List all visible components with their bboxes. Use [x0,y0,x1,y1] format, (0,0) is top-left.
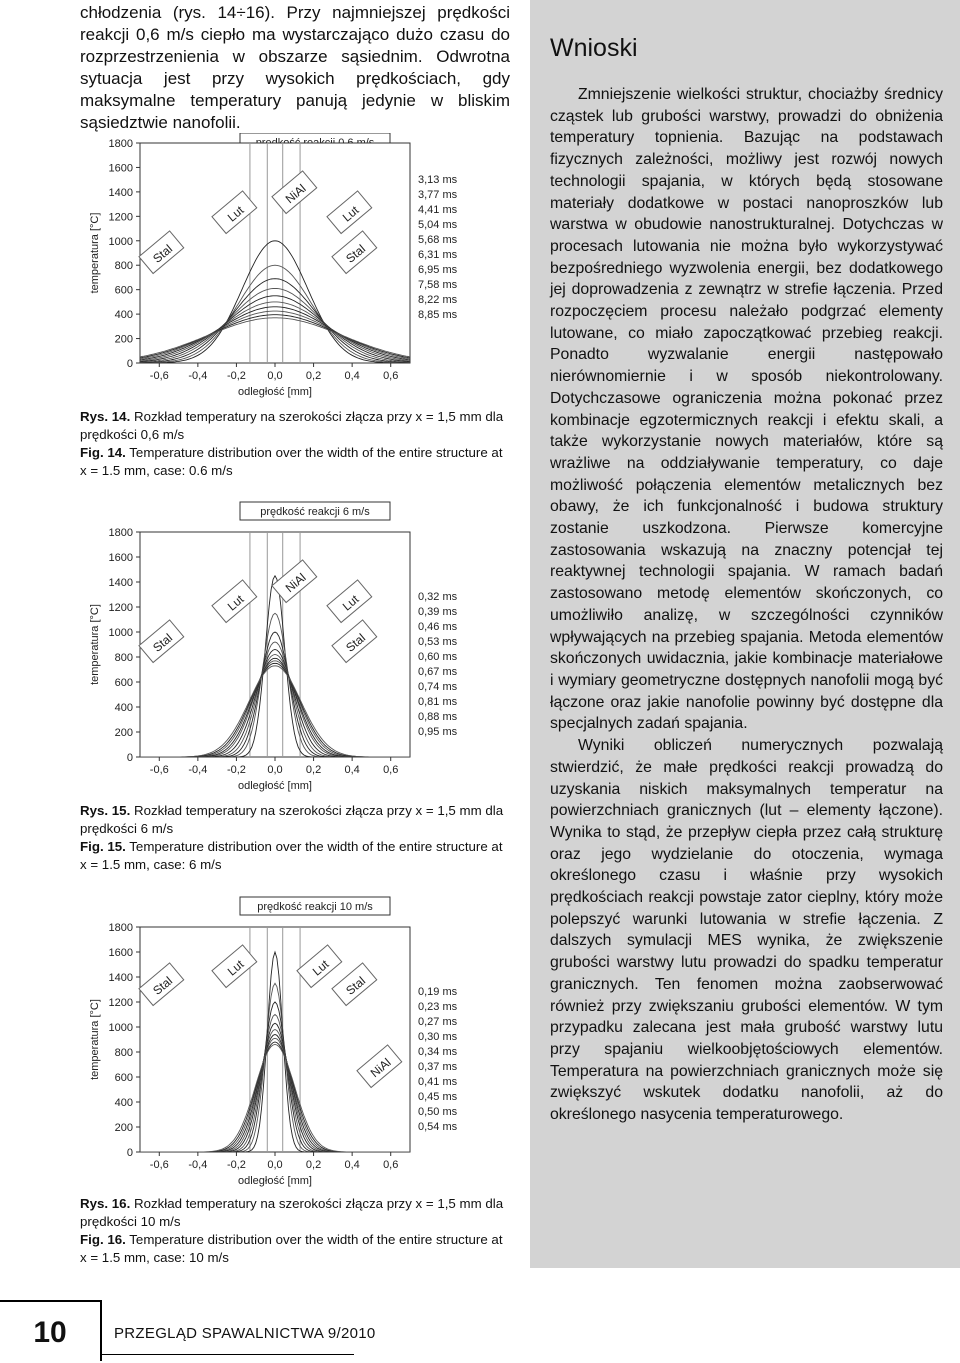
region-label-text: Stal [150,630,176,655]
y-tick-label: 1400 [108,577,133,589]
footer-rule [102,1354,354,1355]
x-tick-label: 0,6 [383,764,399,776]
legend-label: 0,95 ms [418,726,458,738]
legend-label: 0,32 ms [418,591,458,603]
figure-16 [80,892,510,1192]
x-tick-label: -0,2 [226,764,246,776]
region-label-text: Lut [339,592,362,614]
x-tick-label: -0,6 [149,370,169,382]
figure-15 [80,497,510,797]
conclusions-box [530,0,960,1268]
y-tick-label: 1400 [108,972,133,984]
page-number: 10 [0,1300,102,1361]
x-tick-label: 0,0 [267,370,283,382]
y-tick-label: 1200 [108,997,133,1009]
legend-label: 0,74 ms [418,681,458,693]
chart-title: prędkość reakcji 6 m/s [260,506,370,518]
caption-text-en: Temperature distribution over the width of the entire structure at x = 1.5 mm, case: 10 m/s [80,1232,503,1265]
legend-label: 3,13 ms [418,174,458,186]
y-tick-label: 1600 [108,162,133,175]
caption-text-pl: Rozkład temperatury na szerokości złącza przy x = 1,5 mm dla prędkości 6 m/s [80,803,504,836]
region-label-text: NiAl [367,1055,394,1081]
caption-14 [80,408,510,480]
caption-text-en: Temperature distribution over the width of the entire structure at x = 1.5 mm, case: 0.6 m/s [80,445,503,478]
y-tick-label: 800 [114,1047,133,1059]
legend-label: 0,67 ms [418,666,458,678]
y-tick-label: 0 [126,752,133,764]
x-axis-label: odległość [mm] [238,1175,312,1187]
y-tick-label: 1800 [108,527,133,539]
conclusions-heading: Wnioski [550,34,638,62]
page-footer [0,1300,960,1361]
y-tick-label: 1200 [108,211,133,224]
y-tick-label: 1600 [108,552,133,564]
y-tick-label: 400 [114,702,133,714]
chart-14 [80,133,510,403]
x-axis-label: odległość [mm] [238,780,312,792]
y-tick-label: 1000 [108,235,133,248]
legend-label: 0,19 ms [418,986,458,998]
journal-title: PRZEGLĄD SPAWALNICTWA 9/2010 [114,1325,376,1342]
y-tick-label: 1600 [108,947,133,959]
intro-paragraph: chłodzenia (rys. 14÷16). Przy najmniejszej prędkości reakcji 0,6 m/s ciepło ma wystarczająco dużo czasu do rozprzestrzenienia w obszarze sąsiednim. Odwrotna sytuacja jest przy wysokich prędkościach, gdy maksymalne temperatury panują jedynie w bliskim sąsiedztwie nanofolii. [80,3,510,132]
y-tick-label: 0 [126,1147,133,1159]
conclusions-paragraph: Zmniejszenie wielkości struktur, chociażby średnicy cząstek lub grubości warstwy, prowadzi do obniżenia temperatury topnienia. Bazując na podstawach fizycznych zależności, możliwy jest rozwój nowych technologii spajania, w których będą stosowane materiały dodatkowe w postaci nanoproszków lub warstwa w obudowie nanostrukturalnej. Dotychczas w procesach lutowania nie można było wykorzystywać bezpośredniego wyzwolenia energii, bez dodatkowego jej doprowadzenia z zewnątrz w strefie łączenia. Przed rozpoczęciem procesu należało podgrzać elementy lutowane, co miało zapoczątkować przebieg reakcji. Ponadto wyzwalanie energii następowało nierównomiernie i w sposób niekontrolowany. Dotychczasowe ograniczenia można pokonać przez kombinacje egzotermicznych reakcji i efektu skali, a także wykorzystanie nowych materiałów, które są wrażliwe na oddziaływanie temperatury, co daje możliwość połączenia elementów metalicznych bez obawy, że ich funkcjonalność i budowa struktury zostanie uszkodzona. Pierwsze komercyjne zastosowania wskazują na znaczny potencjał tej reaktywnej technologii spajania. W ramach badań zastosowano metodę elementów skończonych, co umożliwiło analizę, w szczególności czynników wpływających na przebieg spajania. Metoda elementów skończonych uwidacznia, jakie kombinacje materiałowe i wymiary geometryczne dostępnych nanofolii mogą być łączone oraz jakie nanofolie powinny być dostępne dla specjalnych zadań spajania. [550,86,943,733]
region-label-text: NiAl [282,181,309,207]
legend-label: 8,85 ms [418,309,458,321]
y-tick-label: 800 [114,652,133,664]
legend-label: 0,37 ms [418,1061,458,1073]
y-axis-label: temperatura [°C] [89,999,101,1080]
x-tick-label: -0,4 [188,764,208,776]
y-tick-label: 200 [114,333,133,346]
plot-frame [140,532,410,757]
y-tick-label: 200 [114,727,133,739]
chart-15 [80,497,510,797]
caption-16 [80,1195,510,1267]
x-tick-label: 0,2 [305,370,322,382]
caption-label: Rys. 14. [80,409,131,424]
x-tick-label: -0,6 [149,764,169,776]
legend-label: 6,95 ms [418,264,458,276]
legend-label: 0,50 ms [418,1106,458,1118]
region-label-text: Lut [224,957,247,979]
y-tick-label: 0 [126,358,133,370]
region-label-text: Lut [309,957,332,979]
legend-label: 5,04 ms [418,219,458,231]
chart-16 [80,892,510,1192]
y-tick-label: 1200 [108,602,133,614]
region-label-text: Lut [224,203,247,225]
legend-label: 0,23 ms [418,1001,458,1013]
legend-label: 0,81 ms [418,696,458,708]
x-tick-label: -0,4 [188,370,208,382]
legend-label: 0,54 ms [418,1121,458,1133]
y-tick-label: 1000 [108,1022,133,1034]
legend-label: 4,41 ms [418,204,458,216]
chart-title: prędkość reakcji 10 m/s [257,901,373,913]
region-label-text: Stal [150,973,176,998]
figure-14 [80,133,510,403]
caption-label: Rys. 15. [80,803,131,818]
legend-label: 0,27 ms [418,1016,458,1028]
x-tick-label: 0,2 [305,764,322,776]
caption-label: Fig. 15. [80,839,126,854]
region-label-text: Stal [343,630,369,655]
legend-label: 0,45 ms [418,1091,458,1103]
region-label-text: Stal [343,973,369,998]
y-tick-label: 1000 [108,627,133,639]
x-tick-label: 0,4 [344,370,360,382]
legend-label: 0,30 ms [418,1031,458,1043]
x-tick-label: -0,6 [149,1159,169,1171]
y-tick-label: 200 [114,1122,133,1134]
caption-label: Fig. 14. [80,445,126,460]
x-axis-label: odległość [mm] [238,386,312,398]
legend-label: 7,58 ms [418,279,458,291]
caption-text-pl: Rozkład temperatury na szerokości złącza przy x = 1,5 mm dla prędkości 10 m/s [80,1196,504,1229]
y-tick-label: 600 [114,284,133,297]
plot-frame [140,927,410,1152]
region-label-text: Stal [343,241,369,266]
conclusions-body [550,84,943,1126]
caption-text-pl: Rozkład temperatury na szerokości złącza przy x = 1,5 mm dla prędkości 0,6 m/s [80,409,504,442]
region-label-text: Stal [150,241,176,266]
legend-label: 0,34 ms [418,1046,458,1058]
y-tick-label: 1800 [108,922,133,934]
y-axis-label: temperatura [°C] [89,604,101,685]
legend-label: 8,22 ms [418,294,458,306]
legend-label: 0,88 ms [418,711,458,723]
y-tick-label: 400 [114,1097,133,1109]
legend-label: 0,60 ms [418,651,458,663]
x-tick-label: 0,0 [267,764,283,776]
legend-label: 0,53 ms [418,636,458,648]
y-tick-label: 1800 [108,138,133,150]
y-tick-label: 800 [114,260,133,273]
region-label-text: Lut [339,203,362,225]
region-label-text: NiAl [282,570,309,596]
conclusions-paragraph: Wyniki obliczeń numerycznych pozwalają stwierdzić, że małe prędkości reakcji prowadzą do uzyskania niskich maksymalnych temperatur na powierzchniach granicznych (lut – elementy łączone). Wynika to stąd, że przepływ ciepła przez całą strukturę oraz jego wydzielanie do otoczenia, wymaga określonego czasu i właśnie przy wysokich prędkościach reakcji powstaje zator cieplny, który może polepszyć warunki lutowania w strefie łączenia. Z dalszych symulacji MES wynika, że zwiększenie grubości warstwy lutu prowadzi do spadku temperatur granicznych. Ten fenomen można zaobserwować również przy zwiększaniu grubości elementów. W tym przypadku zalecana jest mała grubość warstwy lutu przy spajaniu wielkoobjętościowych elementów. Temperatura na powierzchniach granicznych może się zwiększyć wskutek dodatku nanofolii, aż do określonego nasycenia temperaturowego. [550,737,943,1124]
caption-label: Rys. 16. [80,1196,131,1211]
caption-15 [80,802,510,874]
legend-label: 6,31 ms [418,249,458,261]
y-axis-label: temperatura [°C] [89,212,101,294]
legend-label: 0,41 ms [418,1076,458,1088]
caption-label: Fig. 16. [80,1232,126,1247]
legend-label: 0,39 ms [418,606,458,618]
x-tick-label: -0,4 [188,1159,208,1171]
x-tick-label: 0,0 [267,1159,283,1171]
region-label-text: Lut [224,592,247,614]
x-tick-label: 0,6 [383,370,399,382]
x-tick-label: 0,4 [344,764,360,776]
x-tick-label: 0,2 [305,1159,322,1171]
legend-label: 3,77 ms [418,189,458,201]
x-tick-label: -0,2 [226,370,246,382]
x-tick-label: -0,2 [226,1159,246,1171]
legend-label: 0,46 ms [418,621,458,633]
legend-label: 5,68 ms [418,234,458,246]
y-tick-label: 600 [114,677,133,689]
y-tick-label: 600 [114,1072,133,1084]
caption-text-en: Temperature distribution over the width of the entire structure at x = 1.5 mm, case: 6 m/s [80,839,503,872]
y-tick-label: 400 [114,309,133,322]
y-tick-label: 1400 [108,186,133,199]
x-tick-label: 0,4 [344,1159,360,1171]
x-tick-label: 0,6 [383,1159,399,1171]
